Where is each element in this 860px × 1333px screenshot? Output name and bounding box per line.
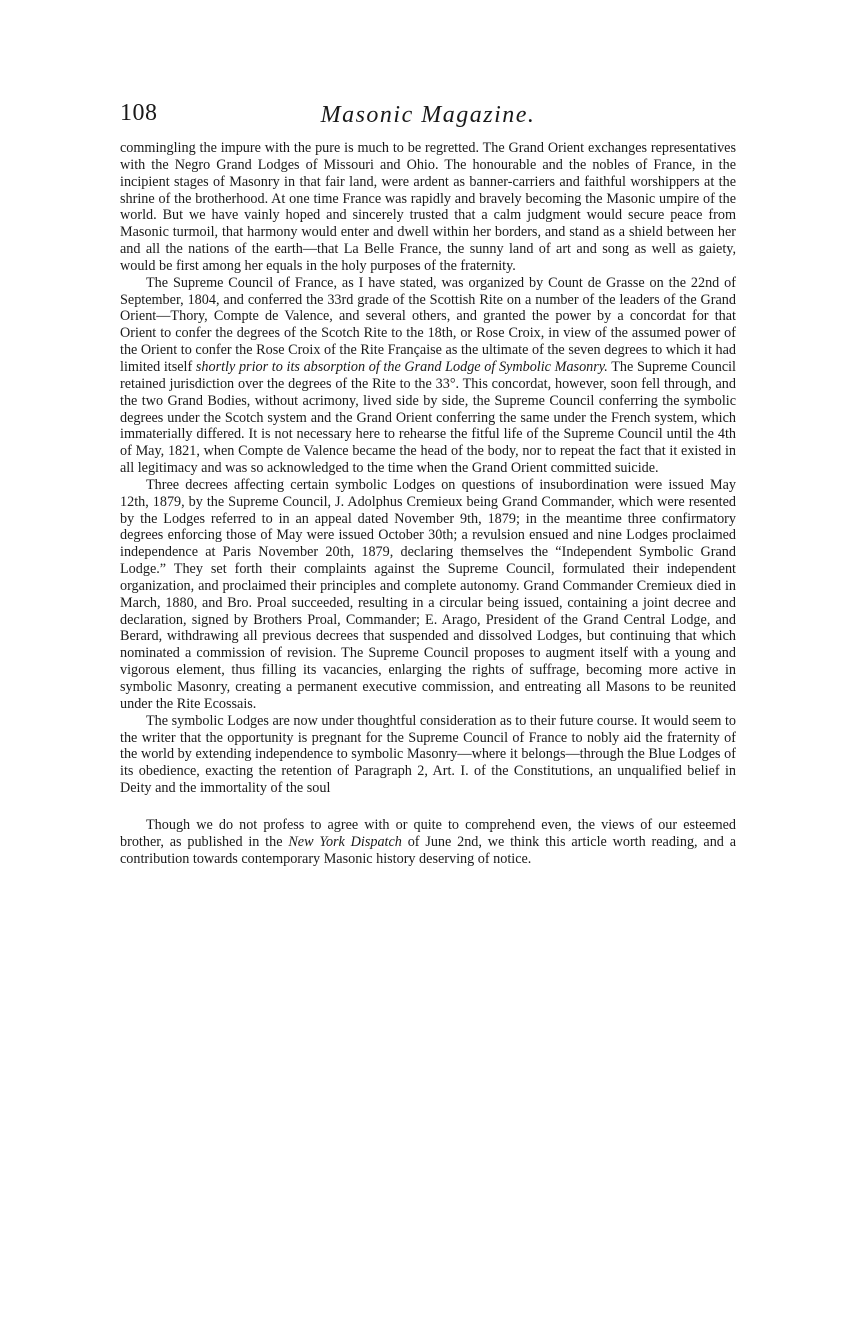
text-segment: of June 2nd, we think this article worth reading, and a contribution towards contemporary Masonic history deserving of notice. <box>120 834 736 868</box>
editorial-note <box>120 817 736 869</box>
text-segment: The symbolic Lodges are now under thoughtful consideration as to their future course. It would seem to the writer that the opportunity is pregnant for the Supreme Council of France to nobly aid the fraternity of the world by extending independence to symbolic Masonry—where it belongs—through the Blue Lodges of its obedience, exacting the retention of Paragraph 2, Art. I. of the Constitutions, an unqualified belief in Deity and the immortality of the soul <box>120 712 736 797</box>
italic-text-segment: shortly prior to its absorption of the Grand Lodge of Symbolic Masonry. <box>195 358 608 375</box>
magazine-page <box>120 100 736 869</box>
running-head <box>120 100 736 140</box>
text-segment: The Supreme Council retained jurisdiction over the degrees of the Rite to the 33°. This concordat, however, soon fell through, and the two Grand Bodies, without acrimony, lived side by side, the Supreme Council conferring the symbolic degrees under the Scotch system and the Grand Orient conferring the same under the French system, which immaterially differed. It is not necessary here to rehearse the fitful life of the Supreme Council until the 4th of May, 1821, when Compte de Valence became the head of the body, nor to repeat the fact that it existed in all legitimacy and was so acknowledged to the time when the Grand Orient committed suicide. <box>120 358 736 477</box>
paragraph-three-decrees <box>120 477 736 713</box>
running-title: Masonic Magazine. <box>320 102 536 128</box>
editorial-note-paragraph <box>120 817 736 869</box>
publication-title: New York Dispatch <box>288 834 402 851</box>
page-number: 108 <box>120 100 158 126</box>
paragraph-supreme-council-history <box>120 275 736 477</box>
text-segment: commingling the impure with the pure is much to be regretted. The Grand Orient exchanges representatives with the Negro Grand Lodges of Missouri and Ohio. The honourable and the nobles of France, in the incipient stages of Masonry in that fair land, were ardent as banner-carriers and faithful worshippers at the shrine of the brotherhood. At one time France was rapidly and bravely becoming the Masonic umpire of the world. But we have vainly hoped and sincerely trusted that a calm judgment would secure peace from Masonic turmoil, that harmony would enter and dwell within her borders, and stand as a shield between her and all the nations of the earth—that La Belle France, the sunny land of art and song as well as gaiety, would be first among her equals in the holy purposes of the fraternity. <box>120 140 736 274</box>
text-segment: Though we do not profess to agree with or quite to comprehend even, the views of our esteemed brother, as published in the <box>120 816 736 851</box>
text-segment: The Supreme Council of France, as I have stated, was organized by Count de Grasse on the 22nd of September, 1804, and conferred the 33rd grade of the Scottish Rite on a number of the leaders of the Grand Orient—Thory, Compte de Valence, and several others, and granted the power by a concordat for that Orient to confer the degrees of the Scotch Rite to the 18th, or Rose Croix, in view of the assumed power of the Orient to confer the Rose Croix of the Rite Française as the ultimate of the seven degrees to which it had limited itself <box>120 274 736 375</box>
article-body <box>120 140 736 797</box>
text-segment: Three decrees affecting certain symbolic Lodges on questions of insubordination were issued May 12th, 1879, by the Supreme Council, J. Adolphus Cremieux being Grand Commander, which were resented by the Lodges referred to in an appeal dated November 9th, 1879; in the meantime three confirmatory degrees enforcing those of May were issued October 30th; a revulsion ensued and nine Lodges proclaimed independence at Paris November 20th, 1879, declaring themselves the “Independent Symbolic Grand Lodge.” They set forth their complaints against the Supreme Council, formulated their independent organization, and proclaimed their principles and complete autonomy. Grand Commander Cremieux died in March, 1880, and Bro. Proal succeeded, resulting in a circular being issued, containing a joint decree and declaration, signed by Brothers Proal, Commander; E. Arago, President of the Grand Central Lodge, and Berard, withdrawing all previous decrees that suspended and dissolved Lodges, but continuing that which nominated a commission of revision. The Supreme Council proposes to augment itself with a young and vigorous element, thus filling its vacancies, enlarging the rights of suffrage, becoming more active in symbolic Masonry, creating a permanent executive commission, and entreating all Masons to be reunited under the Rite Ecossais. <box>120 476 736 712</box>
paragraph-symbolic-lodges <box>120 713 736 797</box>
paragraph-grand-orient <box>120 140 736 275</box>
